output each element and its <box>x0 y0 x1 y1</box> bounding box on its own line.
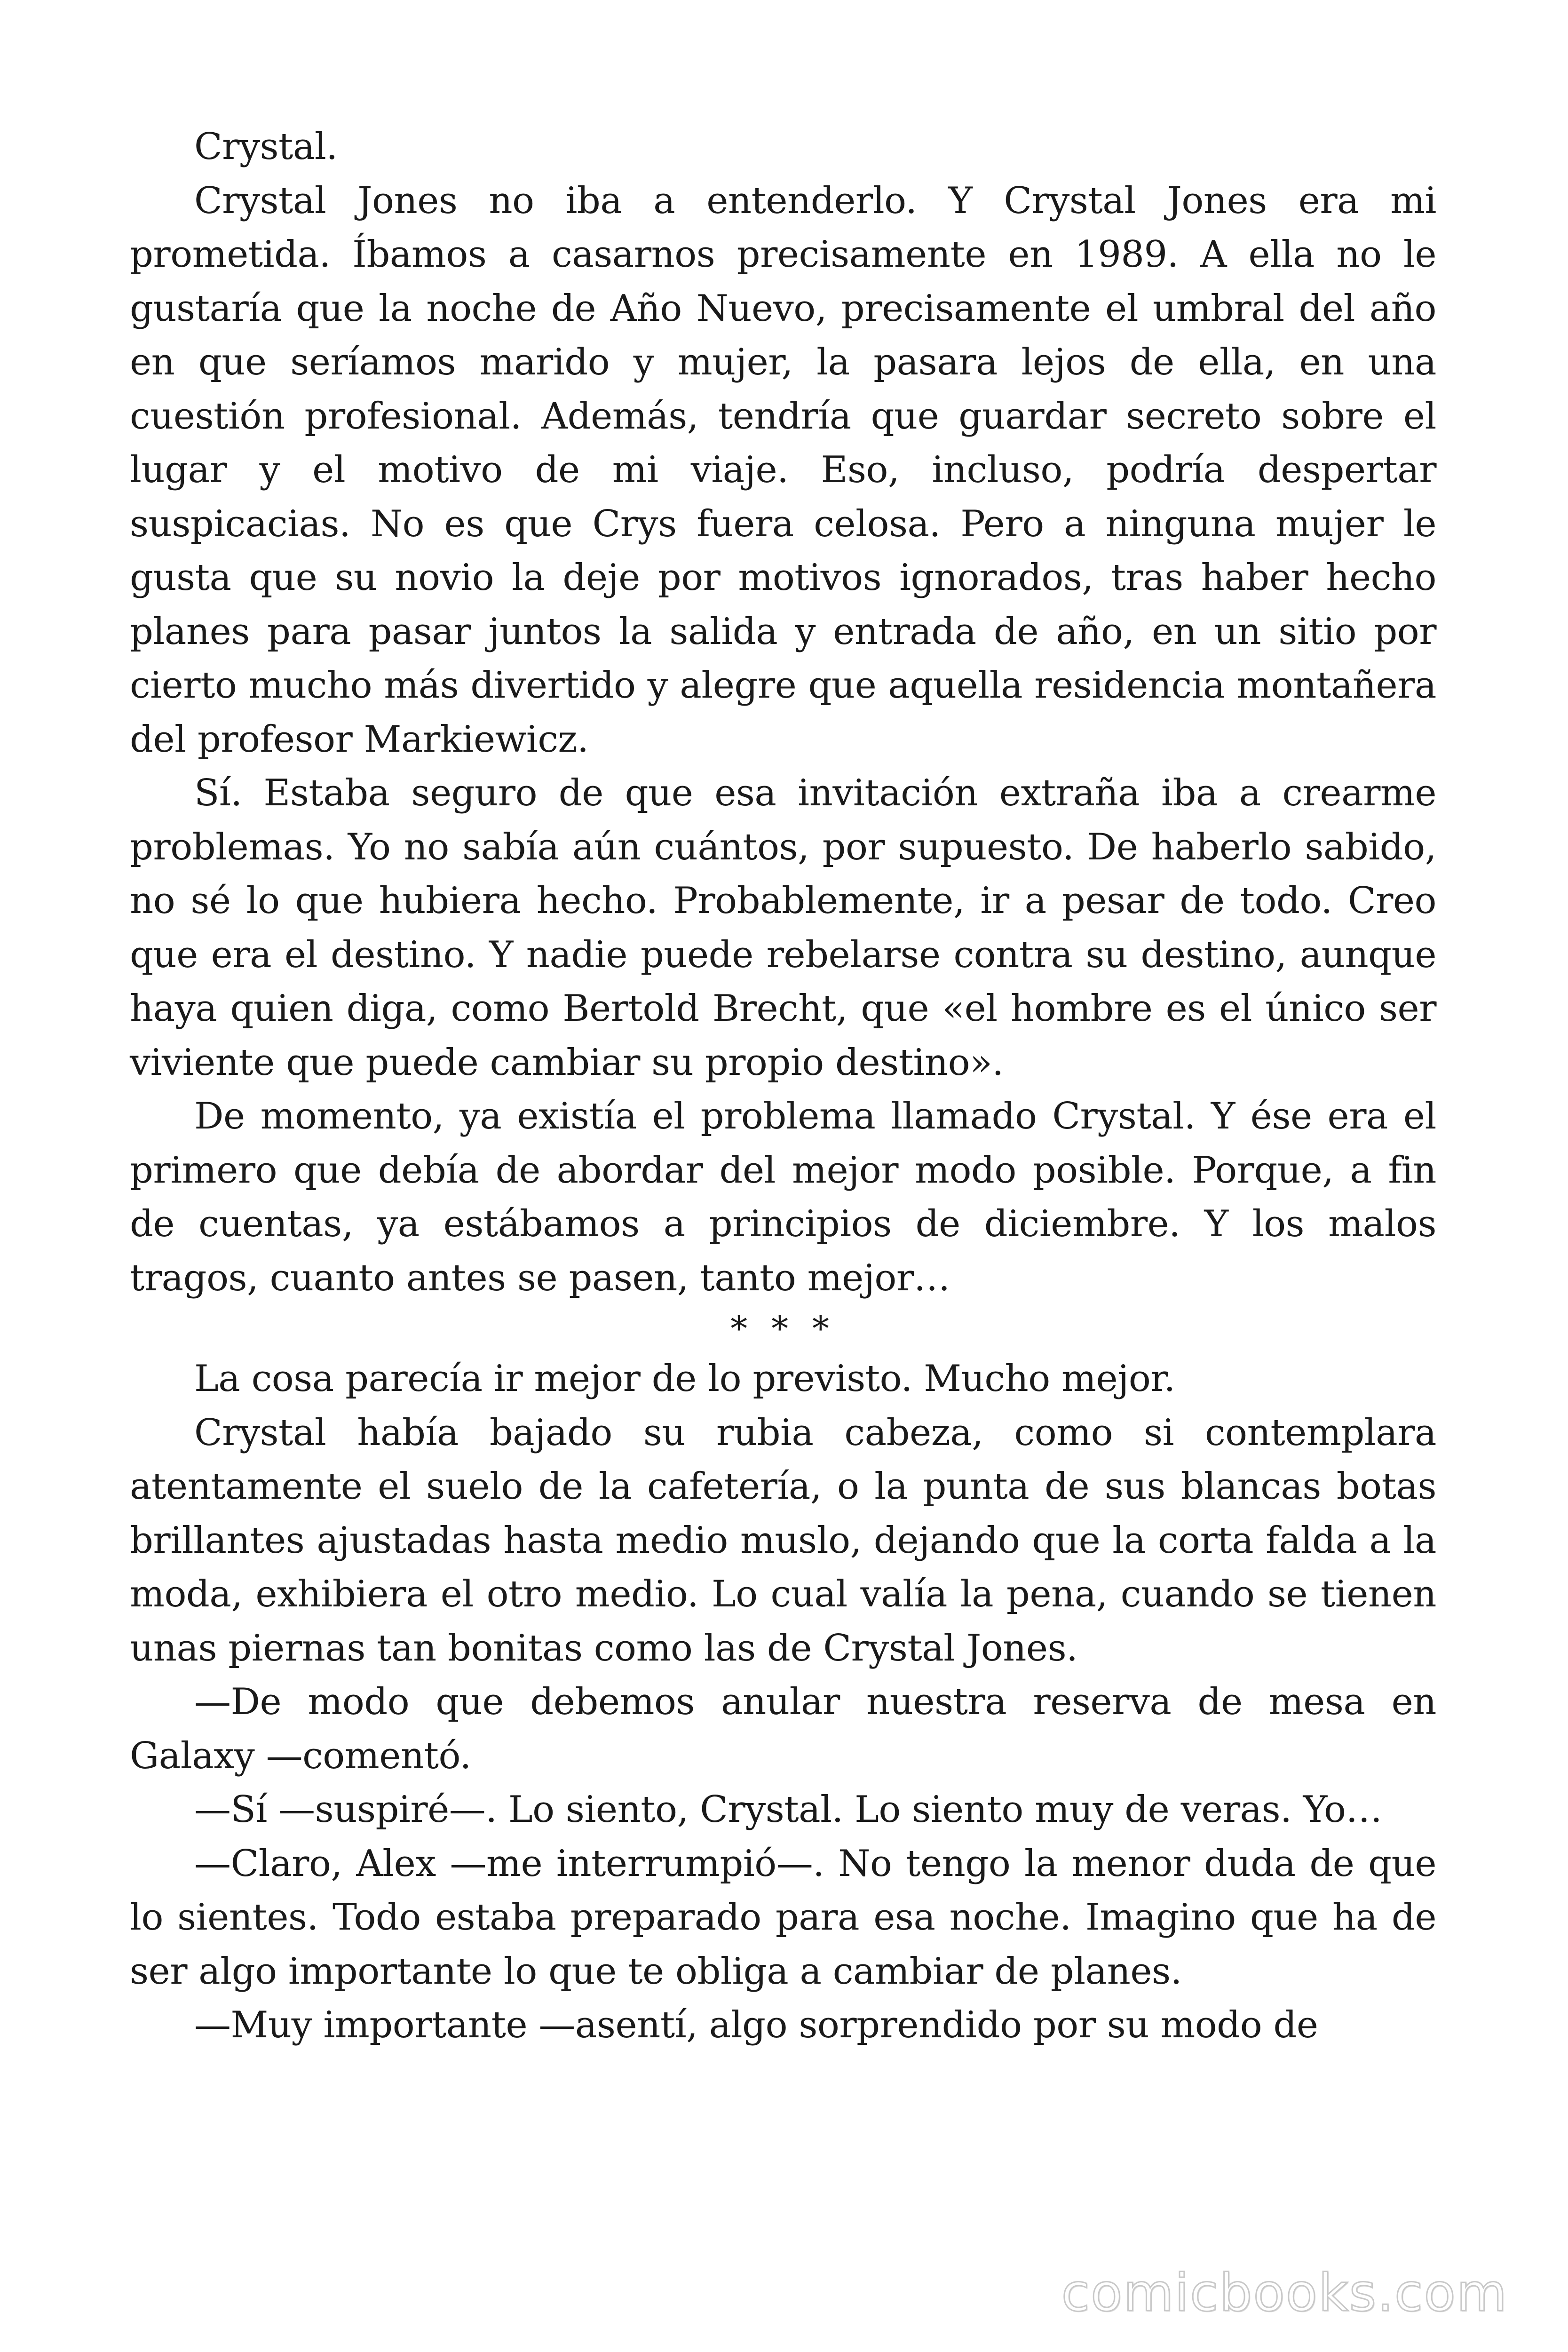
watermark: comicbooks.com <box>1061 2263 1508 2323</box>
paragraph: Sí. Estaba seguro de que esa invitación extraña iba a crearme problemas. Yo no sabía aún cuántos, por supuesto. De haberlo sabido, no sé lo que hubiera hecho. Probablemente, ir a pesar de todo. Creo que era el destino. Y nadie puede rebelarse contra su destino, aunque haya quien diga, como Bertold Brecht, que «el hombre es el único ser viviente que puede cambiar su propio destino». <box>130 772 1436 1084</box>
dialogue-paragraph: —Sí —suspiré—. Lo siento, Crystal. Lo siento muy de veras. Yo… <box>194 1788 1382 1831</box>
dialogue-paragraph: —Muy importante —asentí, algo sorprendido por su modo de <box>194 2004 1318 2046</box>
dialogue-paragraph: —De modo que debemos anular nuestra reserva de mesa en Galaxy —comentó. <box>130 1681 1436 1777</box>
page-body <box>130 120 1436 2052</box>
paragraph: Crystal. <box>194 126 338 168</box>
section-separator: * * * <box>730 1309 836 1348</box>
paragraph: Crystal Jones no iba a entenderlo. Y Crystal Jones era mi prometida. Íbamos a casarnos precisamente en 1989. A ella no le gustaría que la noche de Año Nuevo, precisamente el umbral del año en que seríamos marido y mujer, la pasara lejos de ella, en una cuestión profesional. Además, tendría que guardar secreto sobre el lugar y el motivo de mi viaje. Eso, incluso, podría despertar suspicacias. No es que Crys fuera celosa. Pero a ninguna mujer le gusta que su novio la deje por motivos ignorados, tras haber hecho planes para pasar juntos la salida y entrada de año, en un sitio por cierto mucho más divertido y alegre que aquella residencia montañera del profesor Markiewicz. <box>130 179 1436 761</box>
paragraph: De momento, ya existía el problema llamado Crystal. Y ése era el primero que debía de abordar del mejor modo posible. Porque, a fin de cuentas, ya estábamos a principios de diciembre. Y los malos tragos, cuanto antes se pasen, tanto mejor… <box>130 1095 1436 1299</box>
dialogue-paragraph: —Claro, Alex —me interrumpió—. No tengo la menor duda de que lo sientes. Todo estaba preparado para esa noche. Imagino que ha de ser algo importante lo que te obliga a cambiar de planes. <box>130 1842 1436 1993</box>
paragraph: La cosa parecía ir mejor de lo previsto. Mucho mejor. <box>194 1358 1175 1400</box>
paragraph: Crystal había bajado su rubia cabeza, como si contemplara atentamente el suelo de la cafetería, o la punta de sus blancas botas brillantes ajustadas hasta medio muslo, dejando que la corta falda a la moda, exhibiera el otro medio. Lo cual valía la pena, cuando se tienen unas piernas tan bonitas como las de Crystal Jones. <box>130 1411 1436 1669</box>
